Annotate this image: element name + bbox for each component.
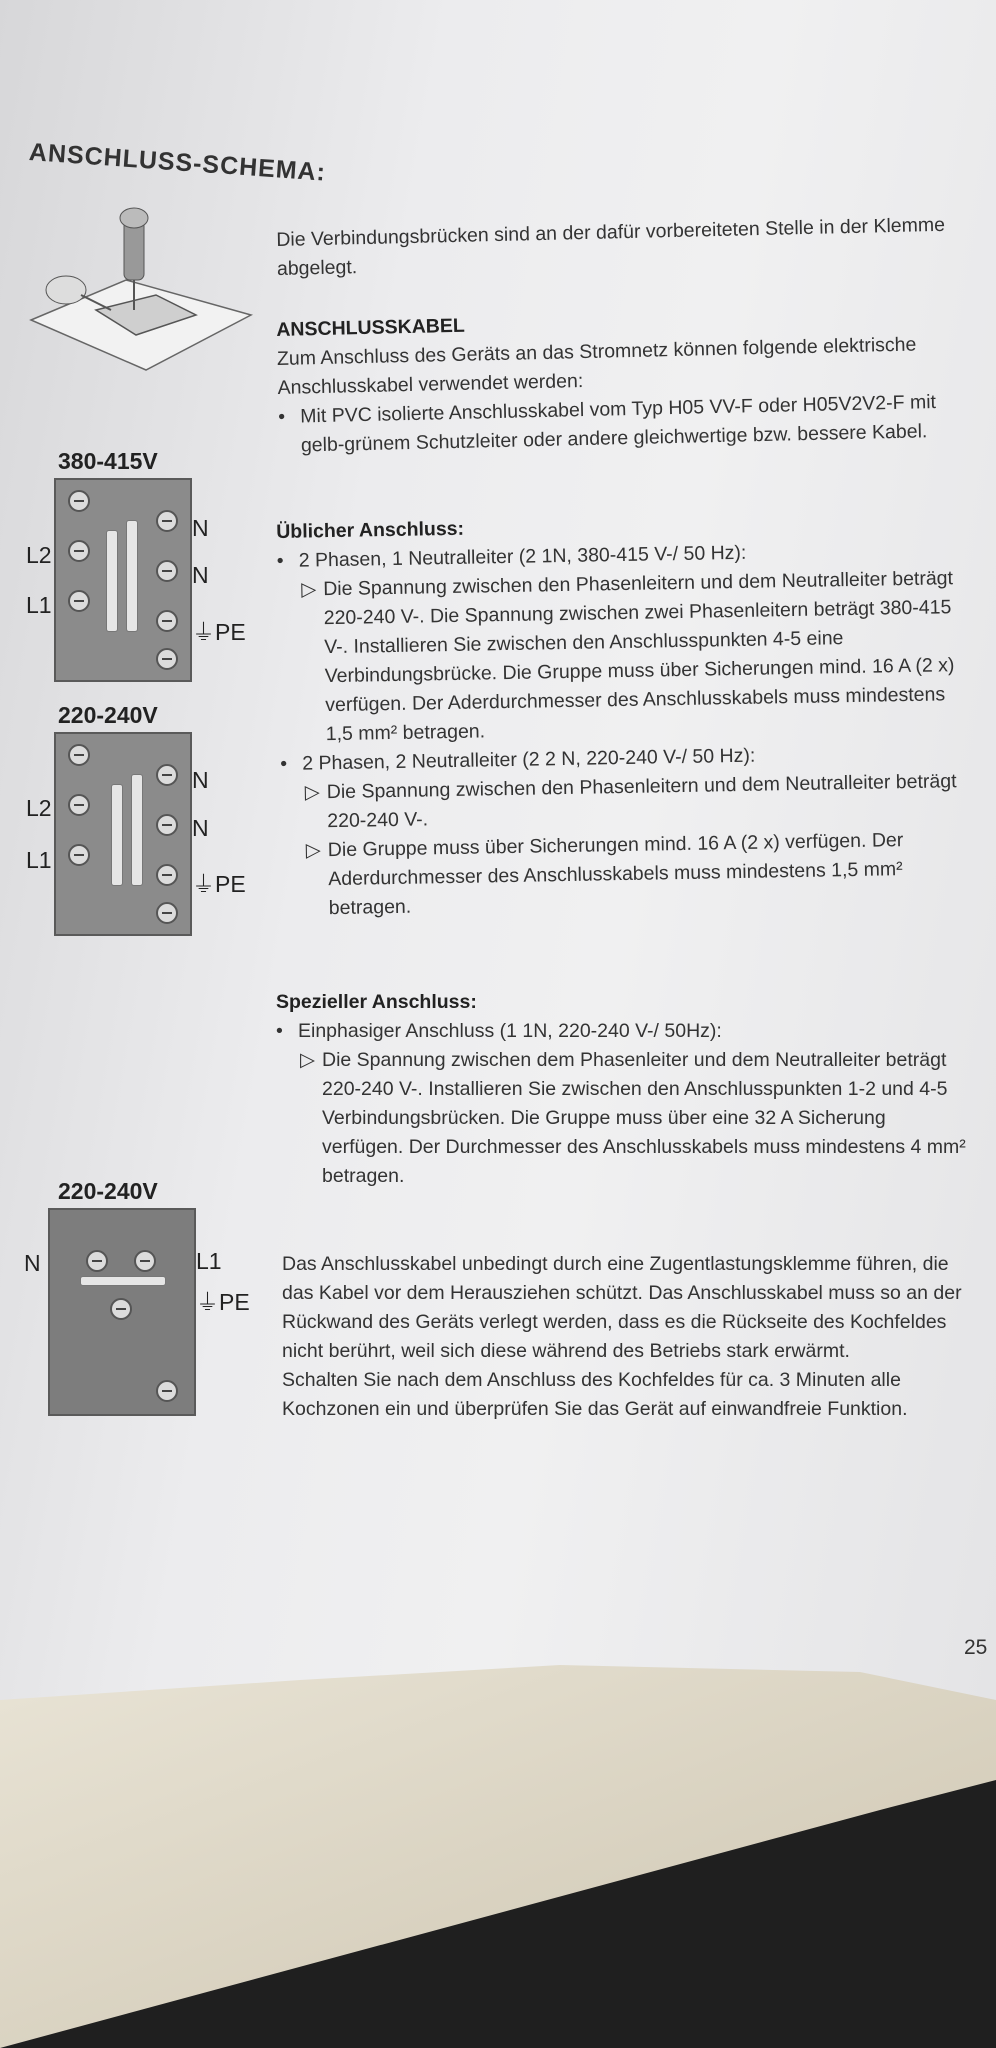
label-pe: ⏚PE	[196, 1289, 250, 1315]
label-l1: L1	[26, 847, 52, 873]
detail-text: Die Spannung zwischen den Phasenleitern und dem Neutralleiter beträgt 220-240 V-.	[326, 770, 957, 833]
intro-text	[276, 210, 967, 284]
terminal-screw	[86, 1250, 108, 1272]
label-n: N	[192, 815, 209, 841]
diagram-1-voltage: 380-415V	[58, 448, 158, 474]
terminal-screw	[68, 794, 90, 816]
page-title: ANSCHLUSS-SCHEMA:	[28, 138, 327, 187]
intro-paragraph: Die Verbindungsbrücken sind an der dafür vorbereiteten Stelle in der Klemme abgelegt.	[276, 213, 946, 280]
label-pe: ⏚PE	[192, 871, 246, 897]
standard-bullet-2-detail-2	[282, 825, 973, 924]
installation-illustration	[26, 200, 256, 380]
special-section	[276, 988, 966, 1191]
connection-bridge	[126, 520, 138, 632]
diagram-3-voltage: 220-240V	[58, 1178, 158, 1204]
connection-bridge	[131, 774, 143, 886]
label-n: N	[192, 562, 209, 588]
terminal-screw	[156, 814, 178, 836]
standard-bullet-1-detail	[277, 564, 970, 750]
arrow-icon: ▷	[301, 578, 317, 601]
detail-text: Die Spannung zwischen dem Phasenleiter und dem Neutralleiter beträgt 220-240 V-. Installieren Sie zwischen den Anschlusspunkten 1-2 und 4-5 Verbindungsbrücken. Die Gruppe muss über eine 32 A Sicherung verfügen. Der Durchmesser des Anschlusskabels muss mindestens 4 mm² betragen.	[322, 1049, 966, 1187]
terminal-screw	[156, 764, 178, 786]
arrow-icon: ▷	[304, 781, 320, 804]
special-heading: Spezieller Anschluss:	[276, 991, 477, 1013]
terminal-screw	[110, 1298, 132, 1320]
terminal-screw	[156, 648, 178, 670]
label-n: N	[192, 515, 209, 541]
label-n: N	[24, 1250, 41, 1276]
connection-bridge	[106, 530, 118, 632]
terminal-screw	[68, 490, 90, 512]
cable-text: Zum Anschluss des Geräts an das Stromnetz können folgende elektrische Anschlusskabel verwendet werden:	[276, 333, 917, 399]
connection-bridge	[80, 1276, 166, 1286]
final-section	[282, 1250, 972, 1424]
cable-section	[276, 300, 969, 461]
terminal-screw	[156, 510, 178, 532]
label-n: N	[192, 767, 209, 793]
detail-text: Die Gruppe muss über Sicherungen mind. 16 A (2 x) verfügen. Der Aderdurchmesser des Anschlusskabels muss mindestens 1,5 mm² betragen.	[327, 829, 904, 920]
terminal-screw	[68, 744, 90, 766]
page-number: 25	[964, 1636, 988, 1659]
standard-bullet-2: • 2 Phasen, 2 Neutralleiter (2 2 N, 220-240 V-/ 50 Hz):	[280, 738, 970, 779]
label-l1: L1	[26, 592, 52, 618]
terminal-block-1	[54, 478, 192, 682]
terminal-screw	[134, 1250, 156, 1272]
special-bullet-detail	[276, 1046, 966, 1191]
label-l1: L1	[196, 1248, 222, 1274]
terminal-screw	[68, 590, 90, 612]
cable-bullet: • Mit PVC isolierte Anschlusskabel vom Typ H05 VV-F oder H05V2V2-F mit gelb-grünem Schutzleiter oder andere gleichwertige bzw. bessere Kabel.	[278, 387, 969, 461]
standard-heading: Üblicher Anschluss:	[276, 517, 465, 543]
terminal-screw	[156, 864, 178, 886]
detail-text: Die Spannung zwischen den Phasenleitern und dem Neutralleiter beträgt 220-240 V-. Die Spannung zwischen zwei Phasenleitern beträgt 380-415 V-. Installieren Sie zwischen den Anschlusspunkten 4-5 eine Verbindungsbrücke. Die Gruppe muss über Sicherungen mind. 16 A (2 x) verfügen. Der Aderdurchmesser des Anschlusskabels muss mindestens 1,5 mm² betragen.	[323, 567, 955, 746]
arrow-icon: ▷	[305, 839, 321, 862]
final-paragraph-1: Das Anschlusskabel unbedingt durch eine Zugentlastungsklemme führen, die das Kabel vor dem Herausziehen schützt. Das Anschlusskabel muss so an der Rückwand des Geräts verlegt werden, dass es die Rückseite des Kochfeldes nicht berührt, weil sich diese während des Betriebs stark erwärmt.	[282, 1253, 962, 1362]
terminal-screw	[68, 540, 90, 562]
terminal-screw	[156, 560, 178, 582]
label-l2: L2	[26, 542, 52, 568]
label-pe: ⏚PE	[192, 619, 246, 645]
arrow-icon: ▷	[300, 1049, 315, 1071]
label-l2: L2	[26, 795, 52, 821]
final-paragraph-2: Schalten Sie nach dem Anschluss des Kochfeldes für ca. 3 Minuten alle Kochzonen ein und überprüfen Sie das Gerät auf einwandfreie Funktion.	[282, 1369, 908, 1420]
terminal-block-3	[48, 1208, 196, 1416]
terminal-block-2	[54, 732, 192, 936]
standard-bullet-1: • 2 Phasen, 1 Neutralleiter (2 1N, 380-415 V-/ 50 Hz):	[277, 535, 967, 576]
terminal-screw	[68, 844, 90, 866]
standard-section	[276, 506, 973, 924]
diagram-2-voltage: 220-240V	[58, 702, 158, 728]
cable-heading: ANSCHLUSSKABEL	[276, 314, 466, 341]
special-bullet: • Einphasiger Anschluss (1 1N, 220-240 V-/ 50Hz):	[276, 1017, 966, 1046]
connection-bridge	[111, 784, 123, 886]
terminal-screw	[156, 610, 178, 632]
terminal-screw	[156, 902, 178, 924]
terminal-screw	[156, 1380, 178, 1402]
